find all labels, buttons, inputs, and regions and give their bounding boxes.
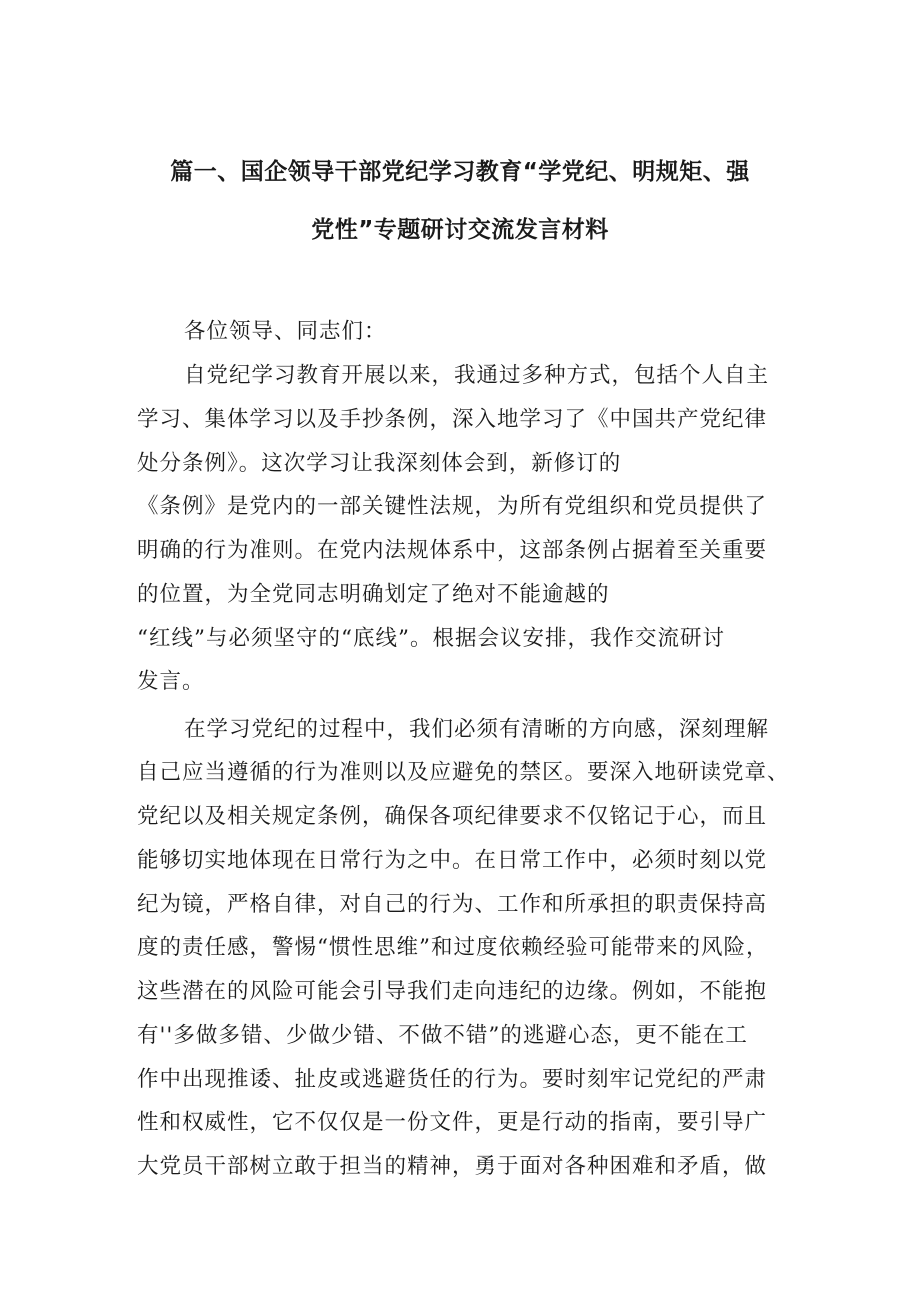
paragraph-line: 度的责任感，警惕“惯性思维”和过度依赖经验可能带来的风险， — [137, 935, 769, 960]
paragraph-line: 作中出现推诿、扯皮或逃避货任的行为。要时刻牢记党纪的严肃 — [137, 1067, 768, 1092]
paragraph-line: 大党员干部树立敢于担当的精神，勇于面对各种困难和矛盾，做 — [137, 1154, 768, 1179]
paragraph-line: 自己应当遵循的行为准则以及应避免的禁区。要深入地研读党章、 — [137, 760, 790, 785]
paragraph-line: 处分条例》。这次学习让我深刻体会到，新修订的 — [137, 451, 622, 476]
paragraph-line: 有''多做多错、少做少错、不做不错”的逃避心态，更不能在工 — [137, 1023, 748, 1048]
paragraph-line: 《条例》是党内的一部关键性法规，为所有党组织和党员提供了 — [137, 494, 768, 519]
paragraph-line: 明确的行为准则。在党内法规体系中，这部条例占据着至关重要 — [137, 538, 768, 563]
paragraph-line: 性和权威性，它不仅仅是一份文件，更是行动的指南，要引导广 — [137, 1110, 768, 1135]
document-title-line-1: 篇一、国企领导干部党纪学习教育“学党纪、明规矩、强 — [170, 159, 750, 185]
paragraph-line: 在学习党纪的过程中，我们必须有清晰的方向感，深刻理解 — [184, 717, 770, 742]
paragraph-line: 发言。 — [137, 669, 205, 694]
paragraph-line: 学习、集体学习以及手抄条例，深入地学习了《中国共产党纪律 — [137, 407, 768, 432]
document-title-line-2: 党性”专题研讨交流发言材料 — [311, 217, 609, 243]
paragraph-line: “红线”与必须坚守的“底线”。根据会议安排，我作交流研讨 — [137, 626, 725, 651]
paragraph-line: 的位置，为全党同志明确划定了绝对不能逾越的 — [137, 582, 610, 607]
paragraph-line: 能够切实地体现在日常行为之中。在日常工作中，必须时刻以党 — [137, 848, 768, 873]
paragraph-line: 自党纪学习教育开展以来，我通过多种方式，包括个人自主 — [184, 363, 770, 388]
paragraph-line: 这些潜在的风险可能会引导我们走向违纪的边缘。例如，不能抱 — [137, 979, 768, 1004]
salutation: 各位领导、同志们： — [184, 319, 387, 344]
paragraph-line: 党纪以及相关规定条例，确保各项纪律要求不仅铭记于心，而且 — [137, 804, 768, 829]
paragraph-line: 纪为镜，严格自律，对自己的行为、工作和所承担的职责保持高 — [137, 892, 768, 917]
